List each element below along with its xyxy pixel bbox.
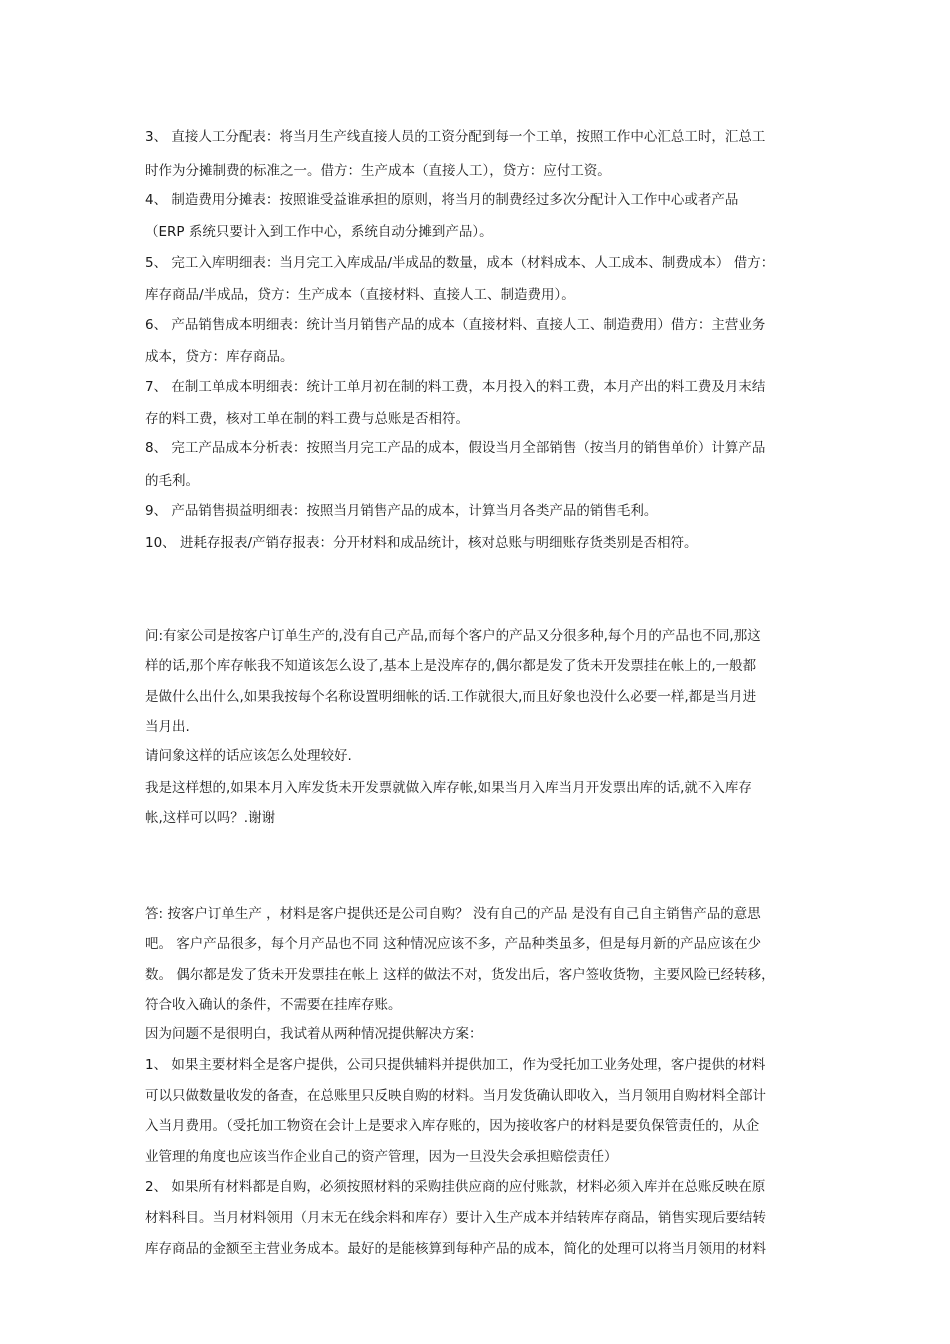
answer-line-7: 可以只做数量收发的备查，在总账里只反映自购的材料。当月发货确认即收入，当月领用自购材料全部计 <box>145 1088 766 1104</box>
answer-line-9: 业管理的角度也应该当作企业自己的资产管理，因为一旦没失会承担赔偿责任） <box>145 1149 618 1165</box>
answer-line-2: 吧。 客户产品很多，每个月产品也不同 这种情况应该不多，产品种类虽多，但是每月新的产品应该在少 <box>145 936 762 952</box>
question-line-2: 样的话,那个库存帐我不知道该怎么设了,基本上是没库存的,偶尔都是发了货未开发票挂在帐上的,一般都 <box>145 658 757 674</box>
answer-line-6: 1、 如果主要材料全是客户提供，公司只提供辅料并提供加工，作为受托加工业务处理，客户提供的材料 <box>145 1057 766 1073</box>
section-6-line-2: 成本，贷方：库存商品。 <box>145 349 294 365</box>
section-4-line-2: （ERP 系统只要计入到工作中心，系统自动分摊到产品）。 <box>145 224 493 240</box>
answer-line-10: 2、 如果所有材料都是自购，必须按照材料的采购挂供应商的应付账款，材料必须入库并在总账反映在原 <box>145 1179 766 1195</box>
section-5-line-2: 库存商品/半成品，贷方：生产成本（直接材料、直接人工、制造费用）。 <box>145 287 575 303</box>
section-6-line-1: 6、 产品销售成本明细表：统计当月销售产品的成本（直接材料、直接人工、制造费用）借方：主营业务 <box>145 317 766 333</box>
question-line-6: 我是这样想的,如果本月入库发货未开发票就做入库存帐,如果当月入库当月开发票出库的话,就不入库存 <box>145 780 752 796</box>
section-3-line-1: 3、 直接人工分配表：将当月生产线直接人员的工资分配到每一个工单，按照工作中心汇总工时，汇总工 <box>145 129 766 145</box>
section-8-line-2: 的毛利。 <box>145 473 199 489</box>
section-9-line: 9、 产品销售损益明细表：按照当月销售产品的成本，计算当月各类产品的销售毛利。 <box>145 503 658 519</box>
question-line-5: 请问象这样的话应该怎么处理较好. <box>145 748 352 764</box>
answer-line-5: 因为问题不是很明白，我试着从两种情况提供解决方案： <box>145 1026 483 1042</box>
question-line-1: 问:有家公司是按客户订单生产的,没有自己产品,而每个客户的产品又分很多种,每个月的产品也不同,那这 <box>145 628 761 644</box>
answer-line-12: 库存商品的金额至主营业务成本。最好的是能核算到每种产品的成本，简化的处理可以将当月领用的材料 <box>145 1241 766 1257</box>
section-4-line-1: 4、 制造费用分摊表：按照谁受益谁承担的原则，将当月的制费经过多次分配计入工作中心或者产品 <box>145 192 739 208</box>
question-line-4: 当月出. <box>145 719 190 735</box>
answer-line-1: 答: 按客户订单生产 ，材料是客户提供还是公司自购？ 没有自己的产品 是没有自己自主销售产品的意思 <box>145 906 761 922</box>
question-line-7: 帐,这样可以吗？.谢谢 <box>145 810 276 826</box>
section-10-line: 10、 进耗存报表/产销存报表：分开材料和成品统计，核对总账与明细账存货类别是否相符。 <box>145 535 698 551</box>
section-3-line-2: 时作为分摊制费的标准之一。借方：生产成本（直接人工），贷方：应付工资。 <box>145 163 611 179</box>
answer-line-11: 材料科目。当月材料领用（月末无在线余料和库存）要计入生产成本并结转库存商品，销售实现后要结转 <box>145 1210 766 1226</box>
answer-line-4: 符合收入确认的条件，不需要在挂库存账。 <box>145 997 402 1013</box>
question-line-3: 是做什么出什么,如果我按每个名称设置明细帐的话.工作就很大,而且好象也没什么必要一样,都是当月进 <box>145 689 757 705</box>
section-5-line-1: 5、 完工入库明细表：当月完工入库成品/半成品的数量，成本（材料成本、人工成本、制费成本） 借方： <box>145 255 775 271</box>
answer-line-3: 数。 偶尔都是发了货未开发票挂在帐上 这样的做法不对，货发出后，客户签收货物，主要风险已经转移， <box>145 967 775 983</box>
section-7-line-2: 存的料工费，核对工单在制的料工费与总账是否相符。 <box>145 411 469 427</box>
section-8-line-1: 8、 完工产品成本分析表：按照当月完工产品的成本，假设当月全部销售（按当月的销售单价）计算产品 <box>145 440 766 456</box>
section-7-line-1: 7、 在制工单成本明细表：统计工单月初在制的料工费，本月投入的料工费，本月产出的料工费及月末结 <box>145 379 766 395</box>
answer-line-8: 入当月费用。（受托加工物资在会计上是要求入库存账的，因为接收客户的材料是要负保管责任的，从企 <box>145 1118 760 1134</box>
